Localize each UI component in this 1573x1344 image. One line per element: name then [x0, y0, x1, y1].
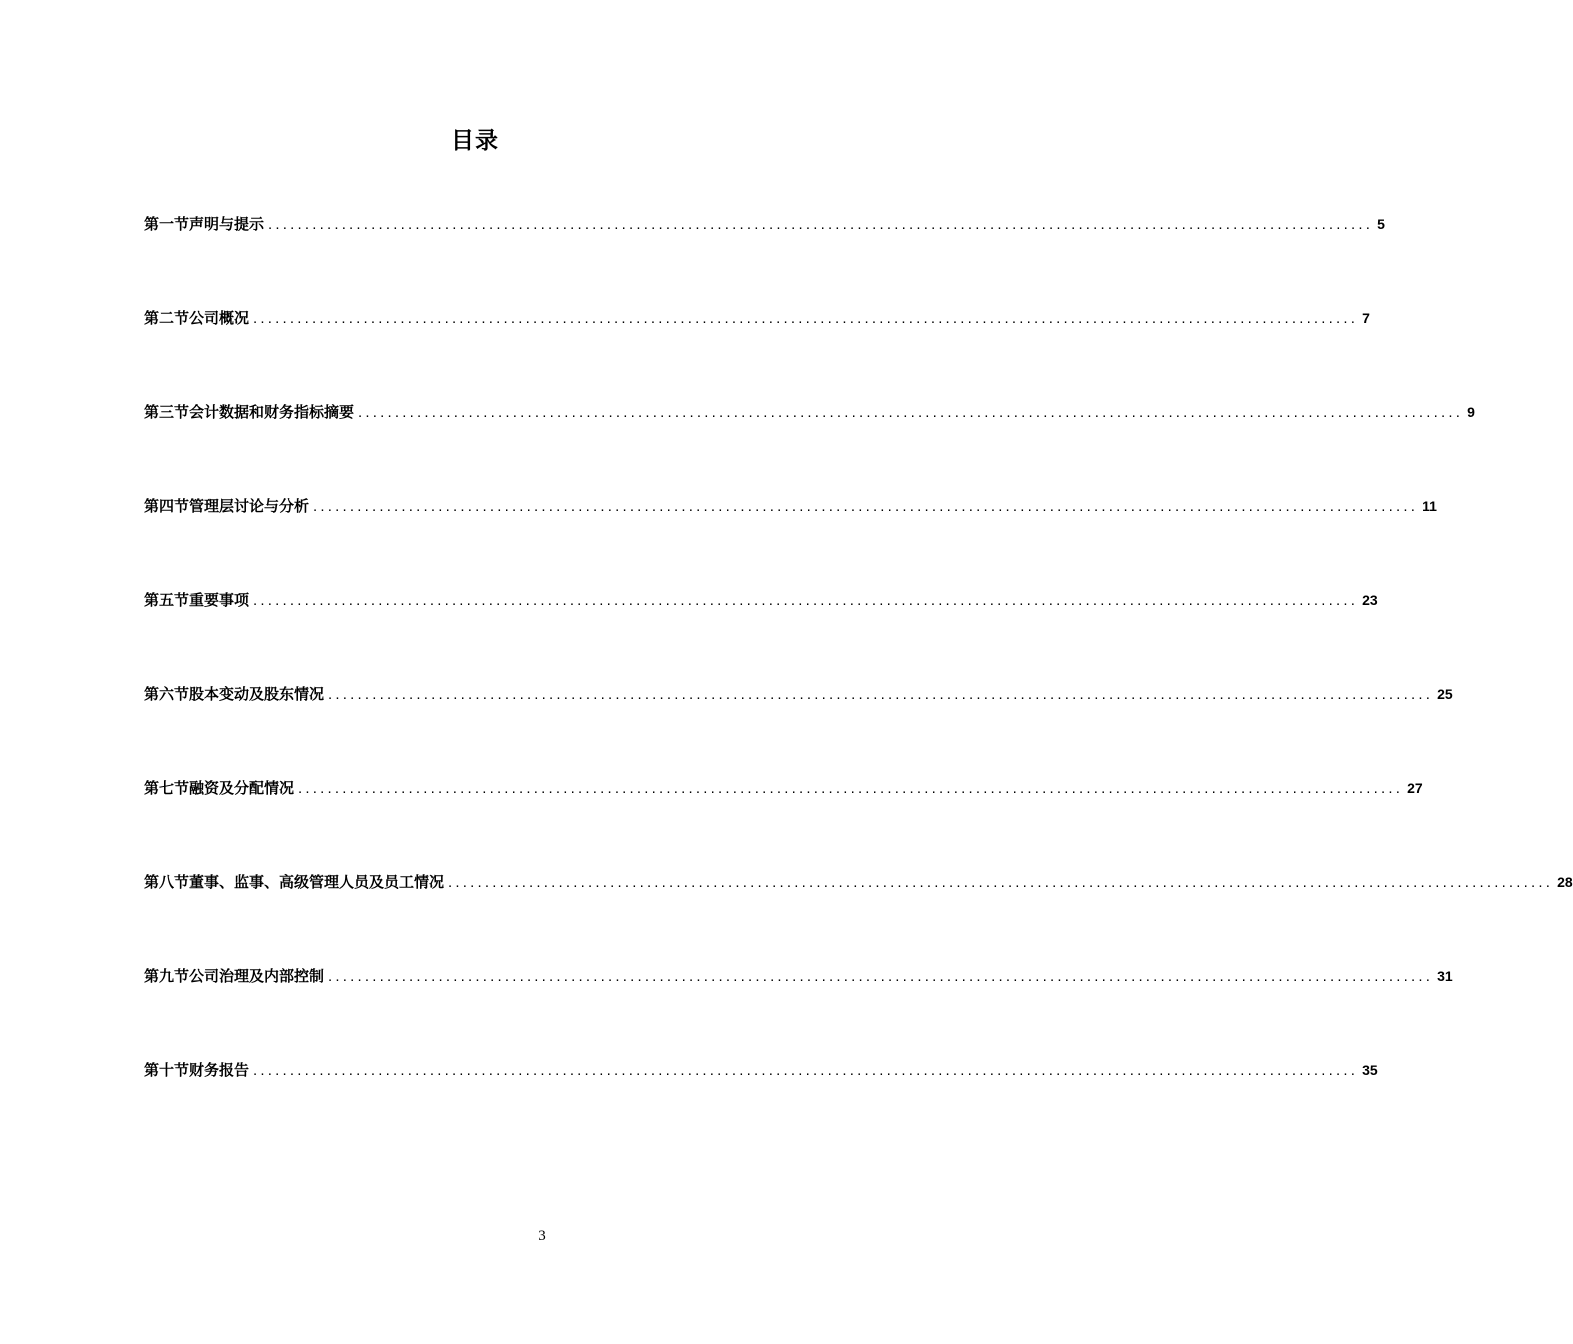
- toc-entry-section-7[interactable]: [144, 774, 1423, 868]
- toc-dot-leader: ......................................................................................................................................................: [448, 874, 1554, 891]
- toc-entry-section-2[interactable]: [144, 304, 1370, 398]
- toc-entry-page: 31: [1437, 968, 1453, 984]
- toc-entry-section-5[interactable]: [144, 586, 1378, 680]
- toc-entry-label: 第六节股本变动及股东情况: [144, 685, 325, 703]
- table-of-contents: [144, 210, 1573, 1150]
- toc-entry-section-6[interactable]: [144, 680, 1453, 774]
- page-title: 目录: [451, 128, 499, 154]
- toc-entry-page: 25: [1437, 686, 1453, 702]
- toc-entry-label: 第三节会计数据和财务指标摘要: [144, 403, 355, 421]
- toc-entry-section-1[interactable]: [144, 210, 1385, 304]
- toc-entry-section-9[interactable]: [144, 962, 1453, 1056]
- toc-entry-label: 第九节公司治理及内部控制: [144, 967, 325, 985]
- toc-dot-leader: ......................................................................................................................................................: [358, 404, 1464, 421]
- toc-entry-section-3[interactable]: [144, 398, 1475, 492]
- toc-dot-leader: ......................................................................................................................................................: [253, 310, 1359, 327]
- toc-dot-leader: ......................................................................................................................................................: [298, 780, 1404, 797]
- toc-entry-page: 11: [1422, 498, 1437, 514]
- toc-entry-page: 23: [1362, 592, 1378, 608]
- toc-entry-label: 第二节公司概况: [144, 309, 250, 327]
- toc-entry-label: 第一节声明与提示: [144, 215, 265, 233]
- toc-entry-section-4[interactable]: [144, 492, 1437, 586]
- toc-entry-label: 第十节财务报告: [144, 1061, 250, 1079]
- toc-entry-page: 5: [1377, 216, 1385, 232]
- toc-entry-page: 35: [1362, 1062, 1378, 1078]
- page-number: 3: [538, 1228, 546, 1244]
- toc-entry-label: 第四节管理层讨论与分析: [144, 497, 310, 515]
- toc-entry-page: 27: [1407, 780, 1423, 796]
- toc-entry-page: 28: [1557, 874, 1573, 890]
- toc-dot-leader: ......................................................................................................................................................: [328, 968, 1434, 985]
- toc-entry-page: 7: [1362, 310, 1370, 326]
- toc-entry-section-10[interactable]: [144, 1056, 1378, 1150]
- toc-entry-label: 第七节融资及分配情况: [144, 779, 295, 797]
- toc-dot-leader: ......................................................................................................................................................: [268, 216, 1374, 233]
- toc-dot-leader: ......................................................................................................................................................: [328, 686, 1434, 703]
- toc-entry-label: 第八节董事、监事、高级管理人员及员工情况: [144, 873, 445, 891]
- toc-entry-page: 9: [1467, 404, 1475, 420]
- toc-entry-section-8[interactable]: [144, 868, 1573, 962]
- toc-entry-label: 第五节重要事项: [144, 591, 250, 609]
- toc-dot-leader: ......................................................................................................................................................: [253, 592, 1359, 609]
- toc-dot-leader: ......................................................................................................................................................: [313, 498, 1419, 515]
- toc-dot-leader: ......................................................................................................................................................: [253, 1062, 1359, 1079]
